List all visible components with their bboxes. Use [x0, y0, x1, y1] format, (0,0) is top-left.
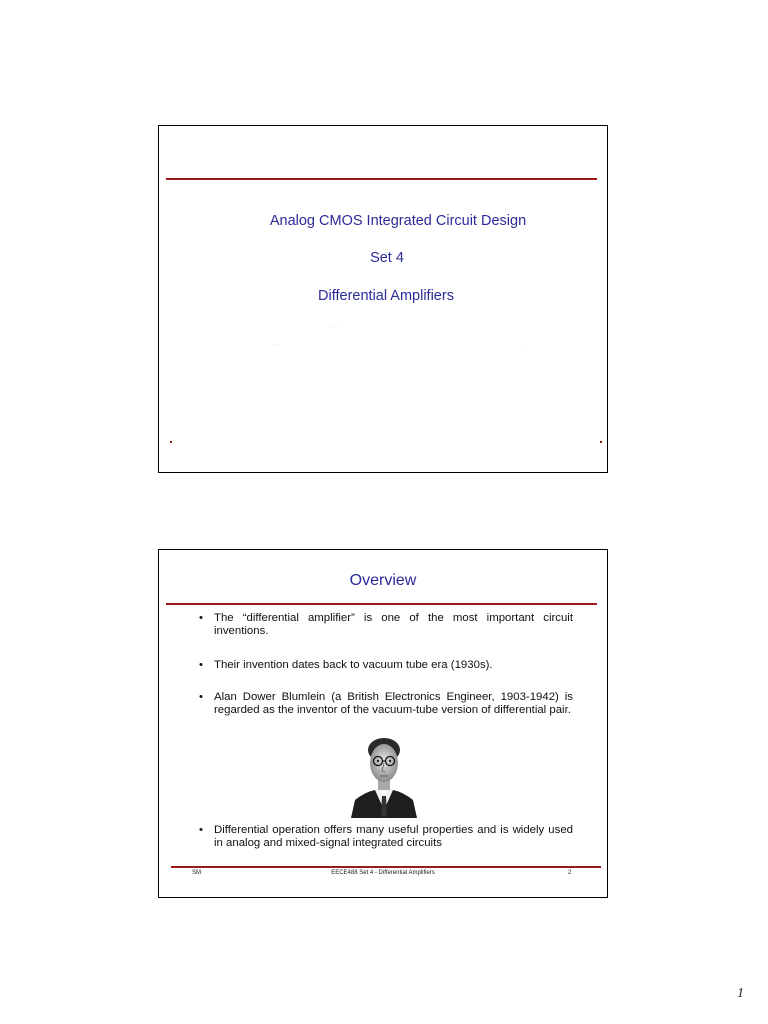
faint-mark: · [524, 346, 526, 352]
overview-title: Overview [349, 572, 417, 589]
faint-mark: · · [274, 342, 280, 348]
list-item: • The “differential amplifier” is one of the most important circuit inventions. [199, 612, 573, 637]
corner-dot [170, 441, 172, 443]
title-slide [158, 125, 608, 473]
set-label: Set 4 [370, 250, 404, 266]
list-item: • Differential operation offers many useful properties and is widely used in analog and mixed-signal integrated circuits [199, 824, 573, 849]
footer-author: SM [192, 870, 201, 876]
faint-mark: ·· · [331, 324, 339, 330]
footer-title: EECE488 Set 4 - Differential Amplifiers [331, 870, 435, 876]
title-rule [166, 178, 597, 180]
person-portrait-icon [351, 730, 417, 818]
list-item: • Alan Dower Blumlein (a British Electronics Engineer, 1903-1942) is regarded as the inventor of the vacuum-tube version of differential pair. [199, 691, 573, 716]
overview-slide [158, 549, 608, 898]
lecture-subtitle: Differential Amplifiers [318, 288, 454, 304]
corner-dot [600, 441, 602, 443]
page-number: 1 [737, 986, 744, 1001]
title-rule [166, 603, 597, 605]
footer-rule [171, 866, 601, 868]
course-title: Analog CMOS Integrated Circuit Design [269, 213, 527, 229]
footer-slide-number: 2 [568, 870, 572, 876]
list-item: • Their invention dates back to vacuum tube era (1930s). [199, 659, 493, 671]
